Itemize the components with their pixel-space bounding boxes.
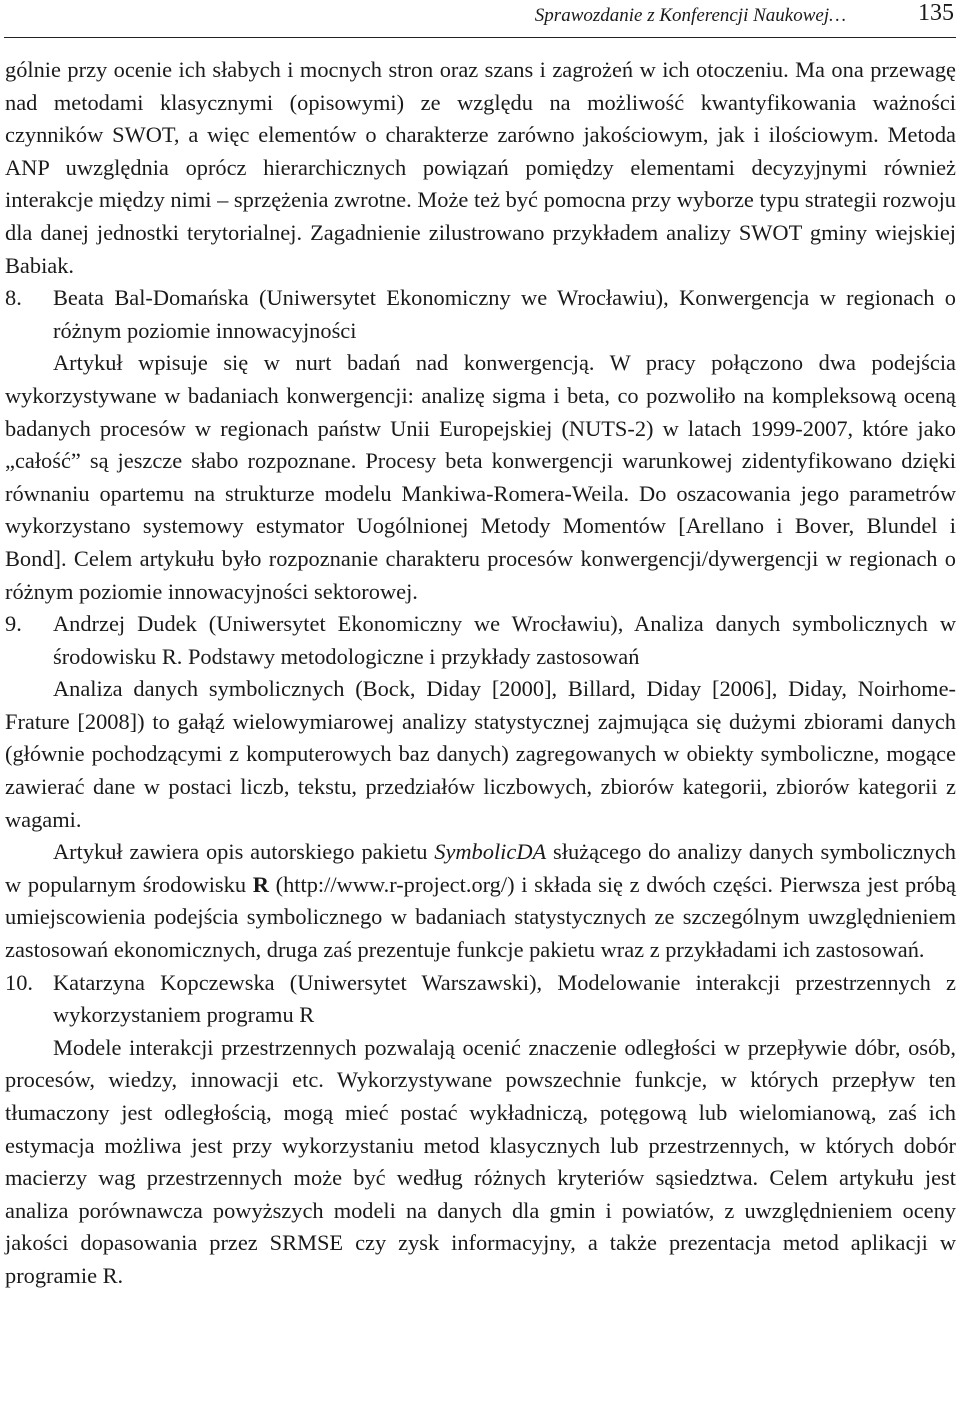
entry-title: Katarzyna Kopczewska (Uniwersytet Warszawski), Modelowanie interakcji przestrzennych z wykorzystaniem programu R bbox=[53, 969, 956, 1028]
entry-9 bbox=[5, 608, 956, 673]
entry-number: 8. bbox=[5, 285, 22, 311]
page-body bbox=[5, 54, 956, 1293]
entry-10 bbox=[5, 967, 956, 1032]
entry-9-abstract-1: Analiza danych symbolicznych (Bock, Diday [2000], Billard, Diday [2006], Diday, Noirhome-Frature [2008]) to gałąź wielowymiarowej analizy statystycznej zajmująca się dużymi zbiorami danych (głównie pochodzącymi z komputerowych baz danych) zagregowanych w obiekty symboliczne, mogące zawierać dane w postaci liczb, tekstu, przedziałów liczbowych, zbiorów kategorii, zbiorów kategorii z wagami. bbox=[5, 676, 956, 832]
package-name: SymbolicDA bbox=[434, 839, 547, 865]
page-header bbox=[4, 0, 956, 38]
running-title: Sprawozdanie z Konferencji Naukowej… bbox=[534, 5, 846, 26]
entry-title: Andrzej Dudek (Uniwersytet Ekonomiczny we Wrocławiu), Analiza danych symbolicznych w środowisku R. Podstawy metodologiczne i przykłady zastosowań bbox=[53, 611, 956, 669]
entry-number: 10. bbox=[5, 969, 33, 995]
text-run: (http://www.r-project.org/) i składa się z dwóch części. Pierwsza jest próbą umiejscowienia podejścia symbolicznego w badaniach statystycznych ze szczególnym uwzględnieniem zastosowań ekonomicznych, druga zaś prezentuje funkcje pakietu wraz z przykładami ich zastosowań. bbox=[5, 871, 956, 963]
entry-8-abstract: Artykuł wpisuje się w nurt badań nad konwergencją. W pracy połączono dwa podejścia wykorzystywane w badaniach konwergencji: analizę sigma i beta, co pozwoliło na kompleksową oceną badanych procesów w regionach państw Unii Europejskiej (NUTS-2) w latach 1999-2007, które jako „całość” są jeszcze słabo rozpoznane. Procesy beta konwergencji warunkowej zidentyfikowano dzięki równaniu opartemu na strukturze modelu Mankiwa-Romera-Weila. Do oszacowania jego parametrów wykorzystano systemowy estymator Uogólnionej Metody Momentów [Arellano i Bover, Blundel i Bond]. Celem artykułu było rozpoznanie charakteru procesów konwergencji/dywergencji w regionach o różnym poziomie innowacyjności sektorowej. bbox=[5, 350, 956, 604]
software-name: R bbox=[252, 871, 269, 897]
entry-8 bbox=[5, 282, 956, 347]
text-run: służącego do analizy danych symbolicznych w popularnym środowisku bbox=[5, 839, 956, 897]
entry-10-abstract: Modele interakcji przestrzennych pozwalają ocenić znaczenie odległości w przepływie dóbr, osób, procesów, wiedzy, innowacji etc. Wykorzystywane powszechnie funkcje, w których przepływ ten tłumaczony jest odległością, mogą mieć postać wykładniczą, potęgową lub wielomianową, zaś ich estymacja możliwa jest przy wykorzystaniu metod klasycznych lub przestrzennych, w których dobór macierzy wag przestrzennych może być według różnych kryteriów sąsiedztwa. Celem artykułu jest analiza porównawcza powyższych modeli na danych dla gmin i powiatów, z uwzględnieniem oceny jakości dopasowania przez SRMSE czy zysk informacyjny, a także prezentacja metod aplikacji w programie R. bbox=[5, 1034, 956, 1288]
entry-title: Beata Bal-Domańska (Uniwersytet Ekonomiczny we Wrocławiu), Konwergencja w regionach o różnym poziomie innowacyjności bbox=[53, 285, 956, 343]
page-number: 135 bbox=[918, 0, 954, 26]
paragraph-continuation: gólnie przy ocenie ich słabych i mocnych stron oraz szans i zagrożeń w ich otoczeniu. Ma ona przewagę nad metodami klasycznymi (opisowymi) ze względu na możliwość kwantyfikowania ważności czynników SWOT, a więc elementów o charakterze zarówno jakościowym, jak i ilościowym. Metoda ANP uwzględnia oprócz hierarchicznych powiązań pomiędzy elementami decyzyjnymi również interakcje między nimi – sprzężenia zwrotne. Może też być pomocna przy wyborze typu strategii rozwoju dla danej jednostki terytorialnej. Zagadnienie zilustrowano przykładem analizy SWOT gminy wiejskiej Babiak. bbox=[5, 57, 956, 278]
entry-9-abstract-2 bbox=[5, 836, 956, 966]
text-run: Artykuł zawiera opis autorskiego pakietu bbox=[53, 839, 435, 865]
entry-number: 9. bbox=[5, 611, 22, 637]
